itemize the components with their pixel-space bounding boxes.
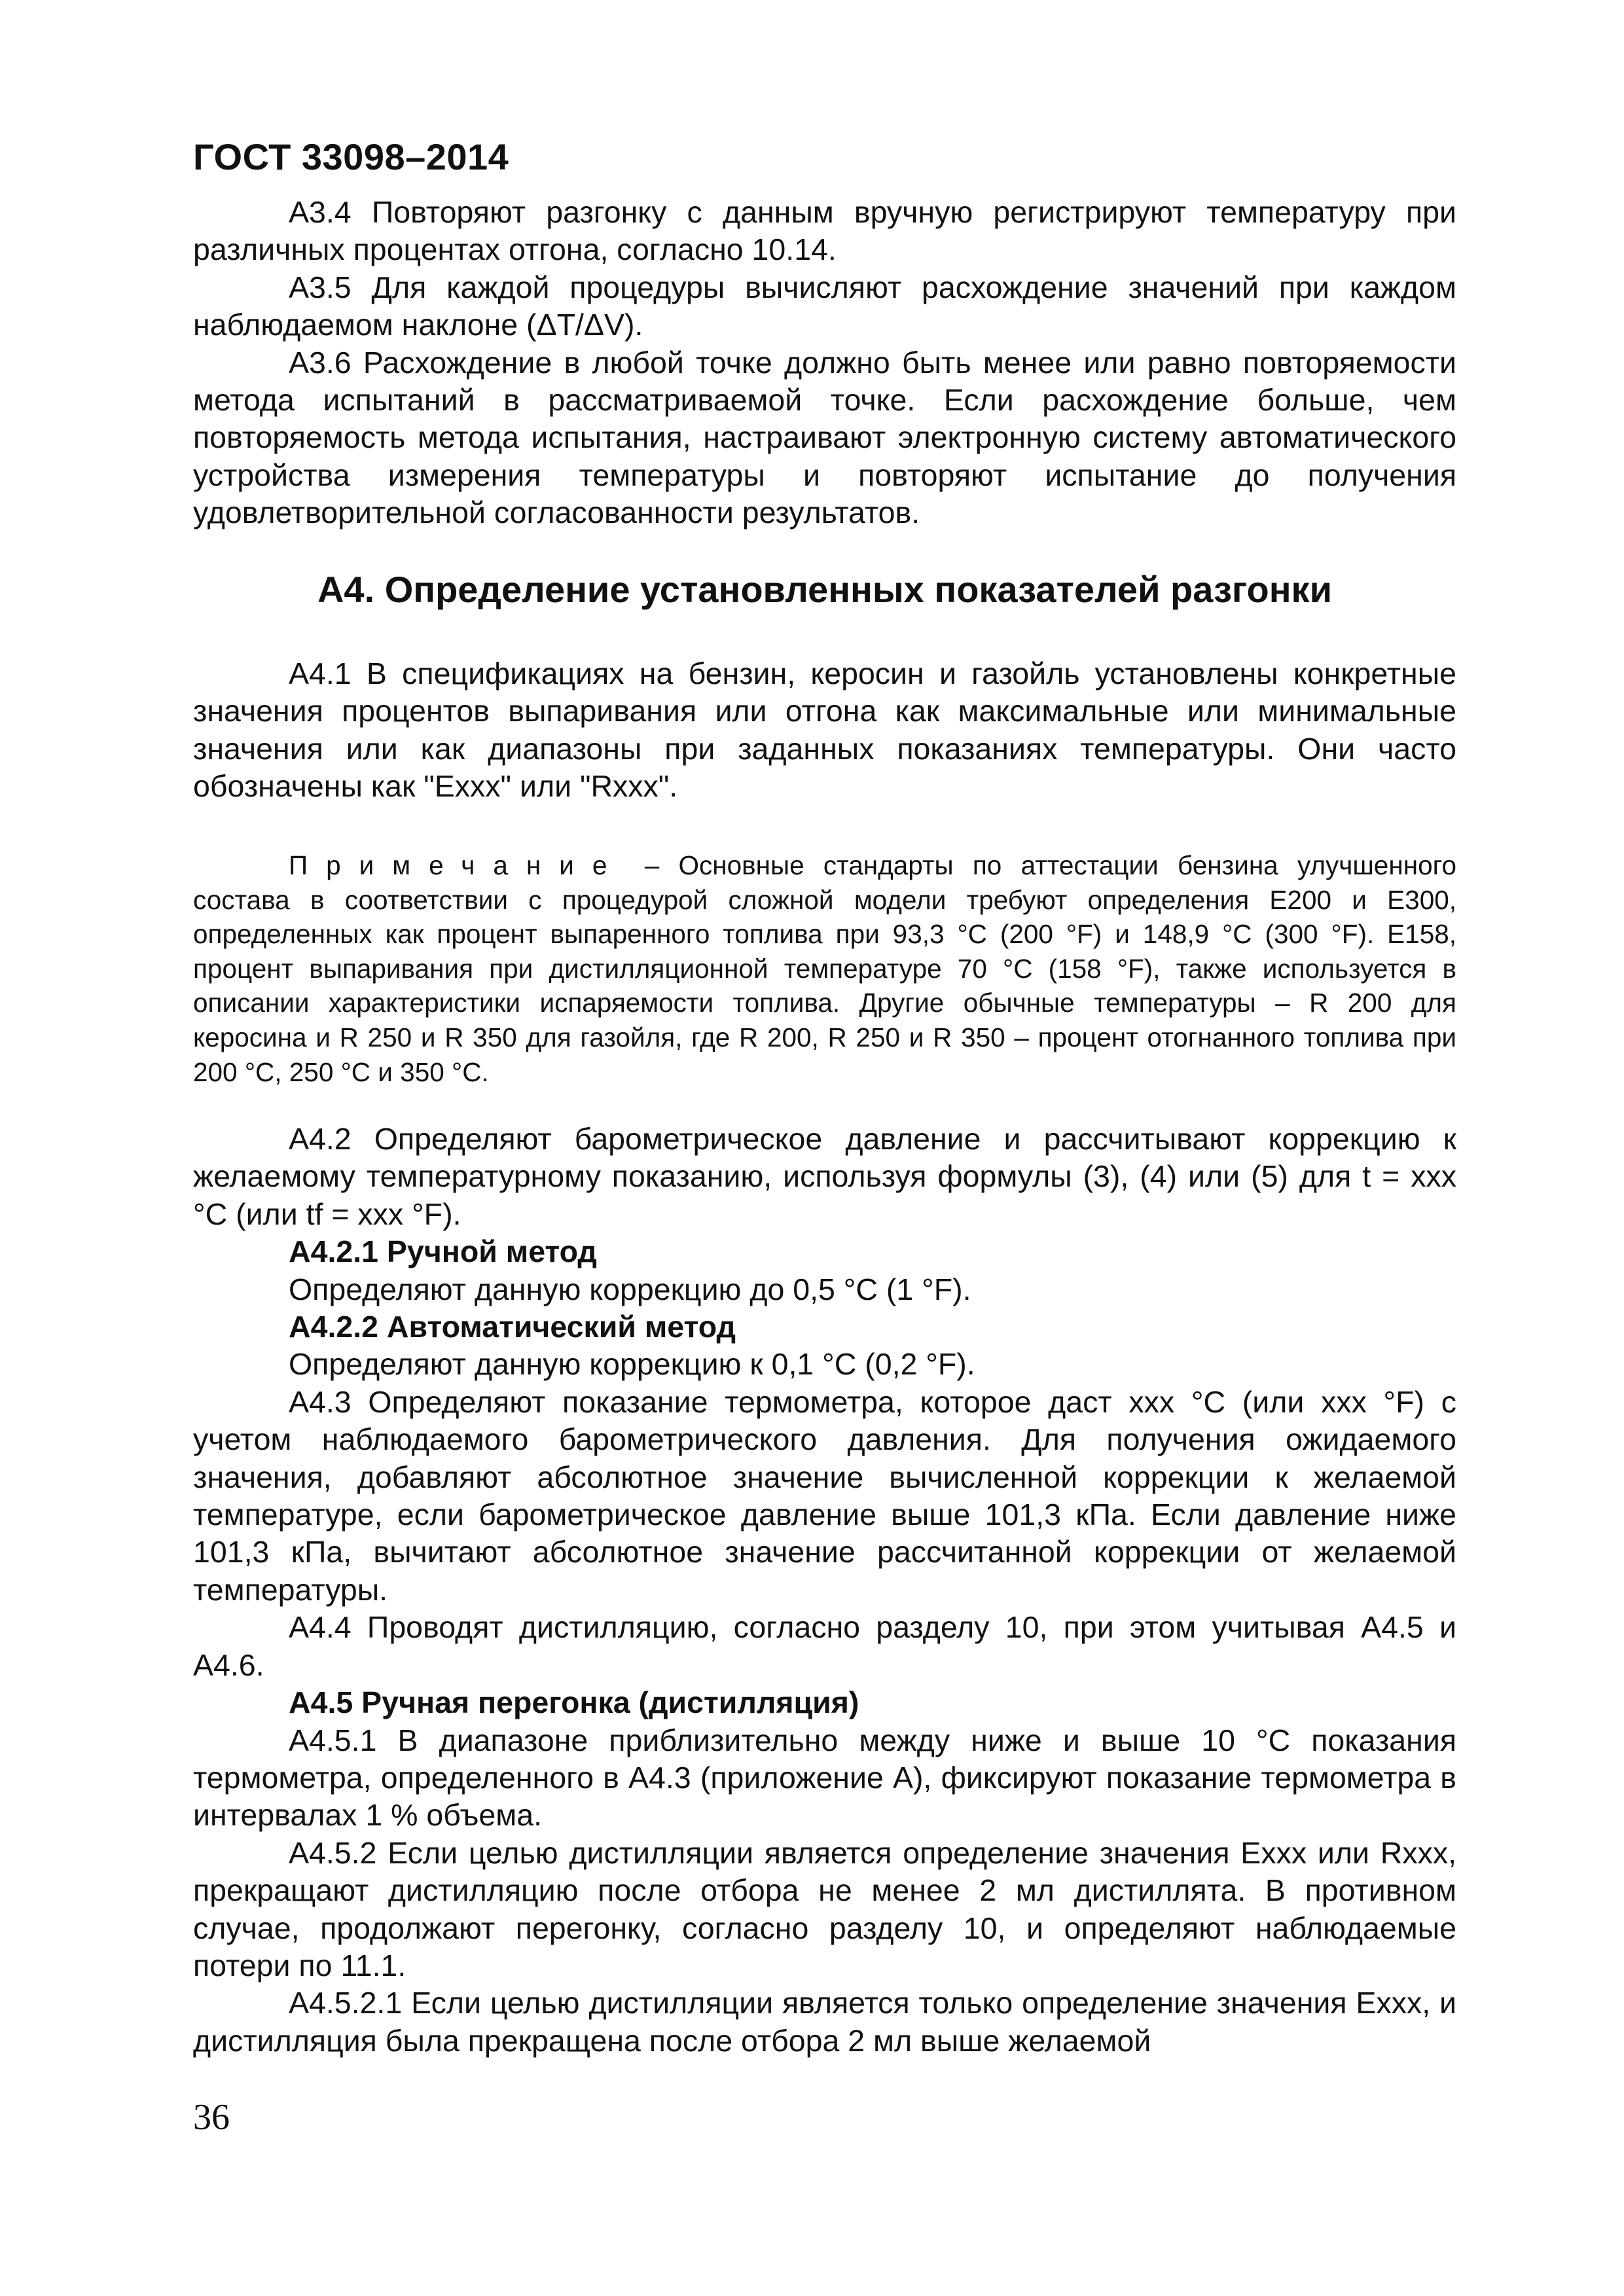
paragraph-a3-6: А3.6 Расхождение в любой точке должно быть менее или равно повторяемости метода испытаний в рассматриваемой точке. Если расхождение больше, чем повторяемость метода испытания, настраивают электронную систему автоматического устройства измерения температуры и повторяют испытание до получения удовлетворительной согласованности результатов. bbox=[193, 345, 1456, 530]
paragraph-a4-5-2-1: А4.5.2.1 Если целью дистилляции является только определение значения Exxx, и дистилляция была прекращена после отбора 2 мл выше желаемой bbox=[193, 1986, 1456, 2058]
paragraph-a4-2-2: Определяют данную коррекцию к 0,1 °C (0,2 °F). bbox=[289, 1347, 975, 1382]
section-title-a4: А4. Определение установленных показателей разгонки bbox=[317, 569, 1332, 610]
paragraph-a4-2-1: Определяют данную коррекцию до 0,5 °C (1 °F). bbox=[289, 1272, 971, 1306]
note-paragraph bbox=[193, 848, 1456, 1089]
page-number: 36 bbox=[193, 2097, 230, 2138]
paragraph-a4-5-1: А4.5.1 В диапазоне приблизительно между ниже и выше 10 °С показания термометра, определенного в А4.3 (приложение А), фиксируют показание термометра в интервалах 1 % объема. bbox=[193, 1723, 1456, 1833]
paragraph-a4-4: А4.4 Проводят дистилляцию, согласно разделу 10, при этом учитывая А4.5 и А4.6. bbox=[193, 1610, 1456, 1682]
paragraph-a4-2: А4.2 Определяют барометрическое давление и рассчитывают коррекцию к желаемому температурному показанию, используя формулы (3), (4) или (5) для t = xxx °С (или tf = xxx °F). bbox=[193, 1122, 1456, 1231]
note-block bbox=[193, 848, 1456, 1089]
heading-a4-2-1: А4.2.1 Ручной метод bbox=[289, 1234, 597, 1269]
content-block-a4-1 bbox=[193, 655, 1456, 806]
heading-a4-2-2: А4.2.2 Автоматический метод bbox=[289, 1310, 736, 1344]
paragraph-a4-5-2: А4.5.2 Если целью дистилляции является определение значения Exxx или Rxxx, прекращают дистилляцию после отбора не менее 2 мл дистиллята. В противном случае, продолжают перегонку, согласно разделу 10, и определяют наблюдаемые потери по 11.1. bbox=[193, 1835, 1456, 1982]
paragraph-a4-3: А4.3 Определяют показание термометра, которое даст xxx °С (или xxx °F) с учетом наблюдаемого барометрического давления. Для получения ожидаемого значения, добавляют абсолютное значение вычисленной коррекции к желаемой температуре, если барометрическое давление выше 101,3 кПа. Если давление ниже 101,3 кПа, вычитают абсолютное значение рассчитанной коррекции от желаемой температуры. bbox=[193, 1384, 1456, 1607]
note-text: – Основные стандарты по аттестации бензина улучшенного состава в соответствии с процедурой сложной модели требуют определения E200 и E300, определенных как процент выпаренного топлива при 93,3 °C (200 °F) и 148,9 °C (300 °F). E158, процент выпаривания при дистилляционной температуре 70 °C (158 °F), также используется в описании характеристики испаряемости топлива. Другие обычные температуры – R 200 для керосина и R 250 и R 350 для газойля, где R 200, R 250 и R 350 – процент отогнанного топлива при 200 °C, 250 °C и 350 °C. bbox=[193, 850, 1456, 1087]
heading-a4-5: А4.5 Ручная перегонка (дистилляция) bbox=[289, 1685, 859, 1720]
note-label: Примечание bbox=[289, 850, 626, 880]
content-block-a3 bbox=[193, 194, 1456, 532]
paragraph-a3-4: А3.4 Повторяют разгонку с данным вручную регистрируют температуру при различных процентах отгона, согласно 10.14. bbox=[193, 195, 1456, 267]
document-header: ГОСТ 33098–2014 bbox=[193, 136, 509, 177]
content-block-a4-2 bbox=[193, 1121, 1456, 2060]
paragraph-a3-5: А3.5 Для каждой процедуры вычисляют расхождение значений при каждом наблюдаемом наклоне (ΔT/ΔV). bbox=[193, 270, 1456, 342]
paragraph-a4-1: А4.1 В спецификациях на бензин, керосин и газойль установлены конкретные значения процентов выпаривания или отгона как максимальные или минимальные значения или как диапазоны при заданных показаниях температуры. Они часто обозначены как "Exxx" или "Rxxx". bbox=[193, 656, 1456, 804]
